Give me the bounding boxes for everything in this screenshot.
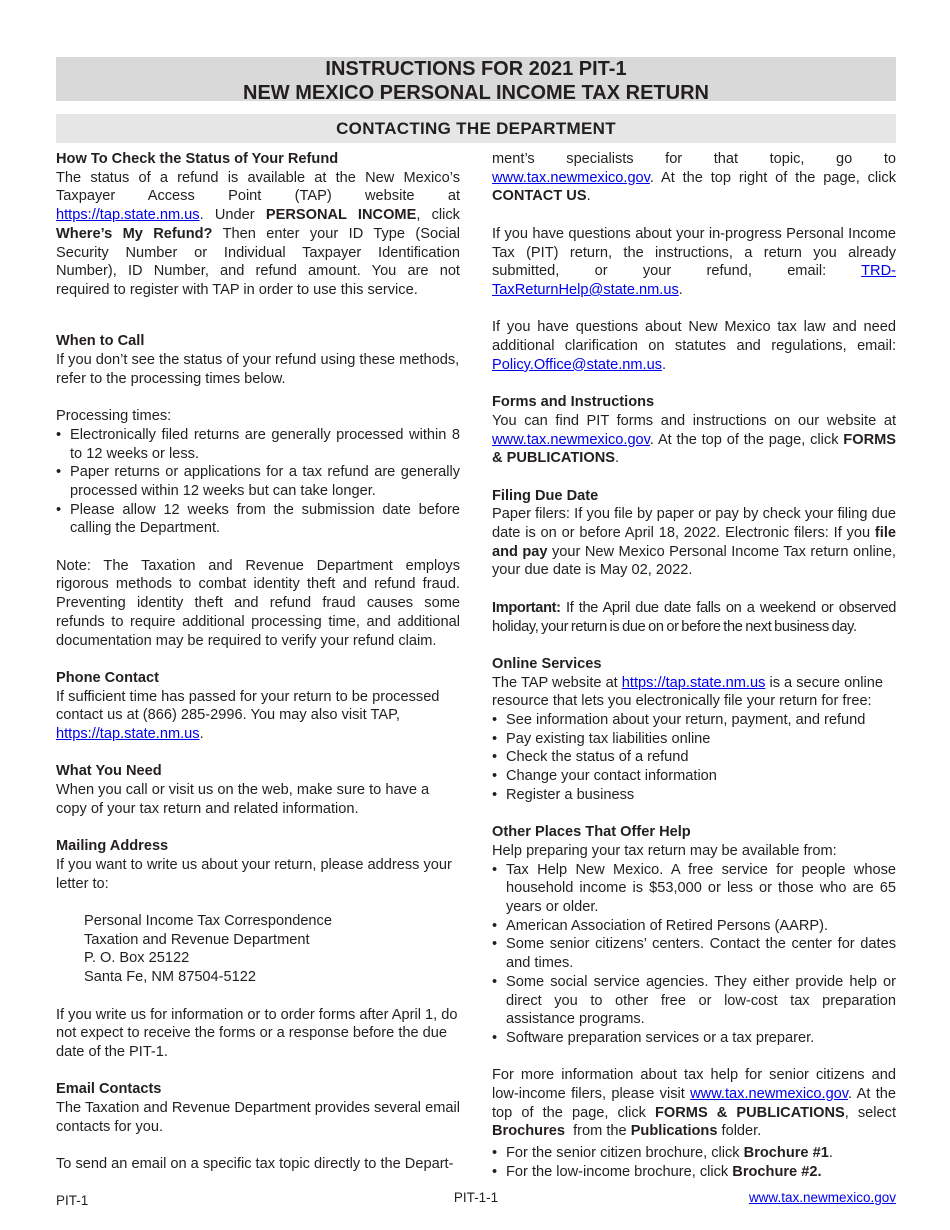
- online-services-list: [492, 711, 896, 805]
- important-paragraph: Important: If the April due date falls on a weekend or observed holiday, your return is due on or before the next business day.: [492, 599, 896, 635]
- mailing-note-paragraph: If you write us for information or to order forms after April 1, do not expect to receive the forms or a response before the due date of the PIT-1.: [56, 1006, 458, 1060]
- document-title-line2: NEW MEXICO PERSONAL INCOME TAX RETURN: [243, 82, 709, 104]
- processing-times-list: [56, 426, 460, 538]
- contact-us-paragraph: ment’s specialists for that topic, go to www.tax.newmexico.gov. At the top right of the page, click CONTACT US.: [492, 151, 896, 205]
- website-link[interactable]: www.tax.newmexico.gov: [492, 431, 650, 448]
- processing-times-label: Processing times:: [56, 408, 172, 425]
- when-to-call-heading: When to Call: [56, 333, 145, 350]
- mailing-address-heading: Mailing Address: [56, 838, 169, 855]
- list-item: • Tax Help New Mexico. A free service for people whose household income is $53,000 or less or those who are 65 years or older.: [492, 861, 896, 917]
- address-line: P. O. Box 25122: [84, 950, 190, 967]
- return-help-email-link[interactable]: TRD-TaxReturnHelp@state.nm.us: [492, 263, 896, 298]
- in-progress-paragraph: If you have questions about your in-progress Personal Income Tax (PIT) return, the instructions, a return you already submitted, or your refund, email: TRD-TaxReturnHelp@state.nm.us.: [492, 225, 896, 298]
- mailing-address-block: [56, 912, 460, 987]
- brochure-list: [492, 1144, 896, 1181]
- list-item: • Electronically filed returns are generally processed within 8 to 12 weeks or less.: [56, 426, 460, 463]
- list-item: • Please allow 12 weeks from the submission date before calling the Department.: [56, 501, 460, 538]
- more-info-paragraph: For more information about tax help for senior citizens and low-income filers, please visit www.tax.newmexico.gov. At the top of the page, click FORMS & PUBLICATIONS, select Brochures from the Publications folder.: [492, 1067, 896, 1140]
- what-you-need-paragraph: When you call or visit us on the web, make sure to have a copy of your tax return and related information.: [56, 782, 430, 817]
- online-services-paragraph: The TAP website at https://tap.state.nm.us is a secure online resource that lets you electronically file your return for free:: [492, 674, 884, 710]
- tap-link[interactable]: https://tap.state.nm.us: [621, 674, 766, 691]
- footer-page-number: PIT-1-1: [453, 1190, 499, 1205]
- left-column: [56, 150, 460, 1174]
- list-item: • See information about your return, payment, and refund: [492, 711, 896, 730]
- filing-due-date-paragraph: Paper filers: If you file by paper or pay by check your filing due date is on or before April 18, 2022. Electronic filers: If you file and pay your New Mexico Personal Income Tax return online, your due date is May 02, 2022.: [492, 506, 896, 579]
- document-title-line1: INSTRUCTIONS FOR 2021 PIT-1: [325, 58, 627, 80]
- document-title-band: [56, 57, 896, 104]
- right-column: [492, 150, 896, 1182]
- list-item: • Change your contact information: [492, 767, 896, 786]
- refund-status-paragraph: The status of a refund is available at the New Mexico’s Taxpayer Access Point (TAP) website at https://tap.state.nm.us. Under PERSONAL INCOME, click Where’s My Refund? Then enter your ID Type (Social Security Number or Individual Taxpayer Identification Number), ID Number, and refund amount. You are not required to register with TAP in order to use this service.: [56, 169, 460, 298]
- list-item: • Check the status of a refund: [492, 748, 896, 767]
- website-link[interactable]: www.tax.newmexico.gov: [492, 169, 650, 186]
- list-item: • Register a business: [492, 786, 896, 805]
- other-help-paragraph: Help preparing your tax return may be available from:: [492, 842, 837, 859]
- tap-link[interactable]: https://tap.state.nm.us: [56, 207, 200, 224]
- tap-link[interactable]: https://tap.state.nm.us: [56, 726, 200, 743]
- list-item: • For the low-income brochure, click Brochure #2.: [492, 1163, 896, 1182]
- list-item: • Paper returns or applications for a tax refund are generally processed within 12 weeks but can take longer.: [56, 463, 460, 500]
- forms-instructions-heading: Forms and Instructions: [492, 394, 655, 411]
- website-link[interactable]: www.tax.newmexico.gov: [690, 1086, 849, 1103]
- forms-instructions-paragraph: You can find PIT forms and instructions on our website at www.tax.newmexico.gov. At the top of the page, click FORMS & PUBLICATIONS.: [492, 412, 896, 467]
- email-contacts-heading: Email Contacts: [56, 1081, 162, 1098]
- list-item: • Software preparation services or a tax preparer.: [492, 1029, 896, 1048]
- email-contacts-paragraph: The Taxation and Revenue Department provides several email contacts for you.: [56, 1100, 460, 1135]
- phone-contact-paragraph: If sufficient time has passed for your return to be processed contact us at (866) 285-2996. You may also visit TAP, https://tap.state.nm.us.: [56, 688, 440, 743]
- online-services-heading: Online Services: [492, 655, 602, 672]
- list-item: • For the senior citizen brochure, click Brochure #1.: [492, 1144, 896, 1163]
- what-you-need-heading: What You Need: [56, 763, 162, 780]
- list-item: • Some senior citizens’ centers. Contact the center for dates and times.: [492, 935, 896, 972]
- other-help-heading: Other Places That Offer Help: [492, 824, 691, 841]
- mailing-address-paragraph: If you want to write us about your return, please address your letter to:: [56, 856, 452, 892]
- phone-contact-heading: Phone Contact: [56, 669, 159, 686]
- footer-website-link[interactable]: www.tax.newmexico.gov: [748, 1190, 896, 1205]
- when-to-call-paragraph: If you don’t see the status of your refund using these methods, refer to the processing times below.: [56, 352, 460, 387]
- list-item: • American Association of Retired Persons (AARP).: [492, 917, 896, 936]
- address-line: Personal Income Tax Correspondence: [84, 913, 332, 930]
- section-title: CONTACTING THE DEPARTMENT: [56, 114, 896, 143]
- note-paragraph: Note: The Taxation and Revenue Department employs rigorous methods to combat identity theft and refund fraud. Preventing identity theft and refund fraud causes some refunds to require additional processing time, and additional documentation may be required to verify your refund claim.: [56, 557, 460, 649]
- filing-due-date-heading: Filing Due Date: [492, 487, 599, 504]
- list-item: • Some social service agencies. They either provide help or direct you to other free or low-cost tax preparation assistance programs.: [492, 973, 896, 1029]
- policy-office-email-link[interactable]: Policy.Office@state.nm.us: [492, 356, 663, 373]
- address-line: Santa Fe, NM 87504-5122: [84, 969, 256, 986]
- other-help-list: [492, 861, 896, 1048]
- list-item: • Pay existing tax liabilities online: [492, 730, 896, 749]
- address-line: Taxation and Revenue Department: [84, 931, 310, 948]
- refund-status-heading: How To Check the Status of Your Refund: [56, 151, 339, 167]
- tax-law-paragraph: If you have questions about New Mexico tax law and need additional clarification on statutes and regulations, email: Policy.Office@state.nm.us.: [492, 319, 896, 373]
- footer-form-name: PIT-1: [56, 1193, 89, 1208]
- email-topic-paragraph: To send an email on a specific tax topic directly to the Depart-: [56, 1156, 454, 1173]
